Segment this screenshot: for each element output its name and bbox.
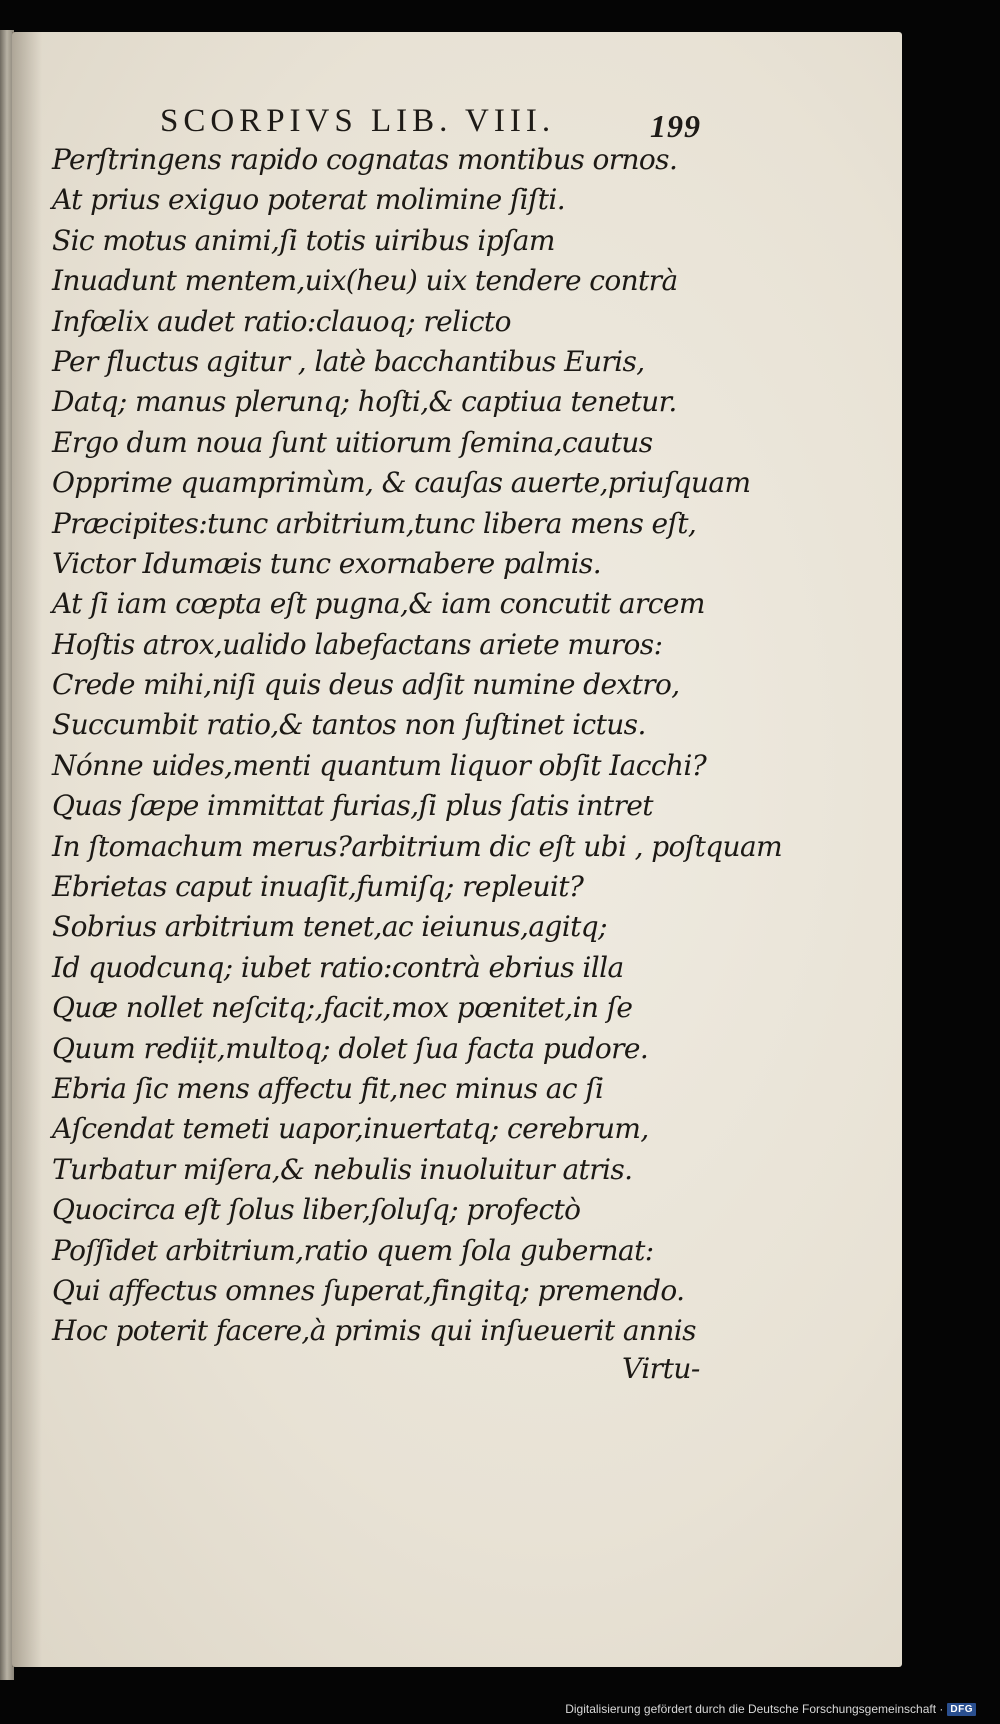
verse-line: Opprime quamprimùm, & cauſas auerte,priuſquam: [52, 466, 751, 500]
verse-line: Infœlix audet ratio:clauoq; relicto: [52, 304, 511, 338]
verse-line: Turbatur miſera,& nebulis inuoluitur atris.: [52, 1152, 633, 1186]
verse-line: Ergo dum noua ſunt uitiorum ſemina,cautus: [52, 425, 653, 459]
verse-line: Nónne uides,menti quantum liquor obſit Iacchi?: [52, 748, 707, 782]
verse-line: Hoſtis atrox,ualido labefactans ariete muros:: [52, 627, 663, 661]
verse-line: Inuadunt mentem,uix(heu) uix tendere contrà: [52, 264, 678, 298]
page-gutter-shadow: [12, 32, 42, 1667]
verse-line: Quocirca eſt ſolus liber,ſoluſq; profectò: [52, 1193, 581, 1227]
verse-line: Quum rediịt,multoq; dolet ſua facta pudore.: [52, 1031, 649, 1065]
verse-line: Præcipites:tunc arbitrium,tunc libera mens eſt,: [52, 506, 697, 540]
verse-line: At prius exiguo poterat molimine ſiſti.: [52, 183, 566, 217]
credit-text: Digitalisierung gefördert durch die Deutsche Forschungsgemeinschaft ·: [565, 1702, 944, 1716]
running-title: SCORPIVS LIB. VIII.: [160, 103, 556, 139]
page-number: 199: [650, 108, 701, 144]
verse-line: Victor Idumæis tunc exornabere palmis.: [52, 546, 601, 580]
dfg-logo: DFG: [947, 1703, 976, 1716]
verse-line: Aſcendat temeti uapor,inuertatq; cerebrum,: [52, 1112, 649, 1146]
verse-line: Ebria ſic mens affectu fit,nec minus ac ſi: [52, 1071, 604, 1105]
verse-line: At ſi iam cœpta eſt pugna,& iam concutit arcem: [52, 587, 705, 621]
verse-line: Datq; manus plerunq; hoſti,& captiua tenetur.: [52, 385, 677, 419]
verse-line: Poſſidet arbitrium,ratio quem ſola gubernat:: [52, 1233, 654, 1267]
verse-line: Quas ſæpe immittat furias,ſi plus ſatis intret: [52, 789, 653, 823]
verse-line: Id quodcunq; iubet ratio:contrà ebrius illa: [52, 950, 624, 984]
verse-line: Sobrius arbitrium tenet,ac ieiunus,agitq;: [52, 910, 607, 944]
verse-line: Hoc poterit facere,à primis qui inſueuerit annis: [52, 1314, 696, 1348]
verse-line: Succumbit ratio,& tantos non ſuſtinet ictus.: [52, 708, 646, 742]
verse-line: Ebrietas caput inuaſit,fumiſq; repleuit?: [52, 870, 584, 904]
verse-line: Qui affectus omnes ſuperat,fingitq; premendo.: [52, 1273, 685, 1307]
catchword: Virtu-: [622, 1352, 700, 1385]
verse-line: Crede mihi,niſi quis deus adſit numine dextro,: [52, 668, 680, 702]
verse-line: Perſtringens rapido cognatas montibus ornos.: [52, 143, 678, 176]
verse-line: Sic motus animi,ſi totis uiribus ipſam: [52, 223, 555, 257]
verse-line: In ſtomachum merus?arbitrium dic eſt ubi , poſtquam: [52, 829, 783, 863]
verse-line: Quæ nollet neſcitq;,facit,mox pœnitet,in ſe: [52, 991, 633, 1025]
digitization-credit: [565, 1702, 976, 1716]
verse-line: Per fluctus agitur , latè bacchantibus Euris,: [52, 344, 645, 378]
verse-text-block: [52, 140, 792, 1352]
